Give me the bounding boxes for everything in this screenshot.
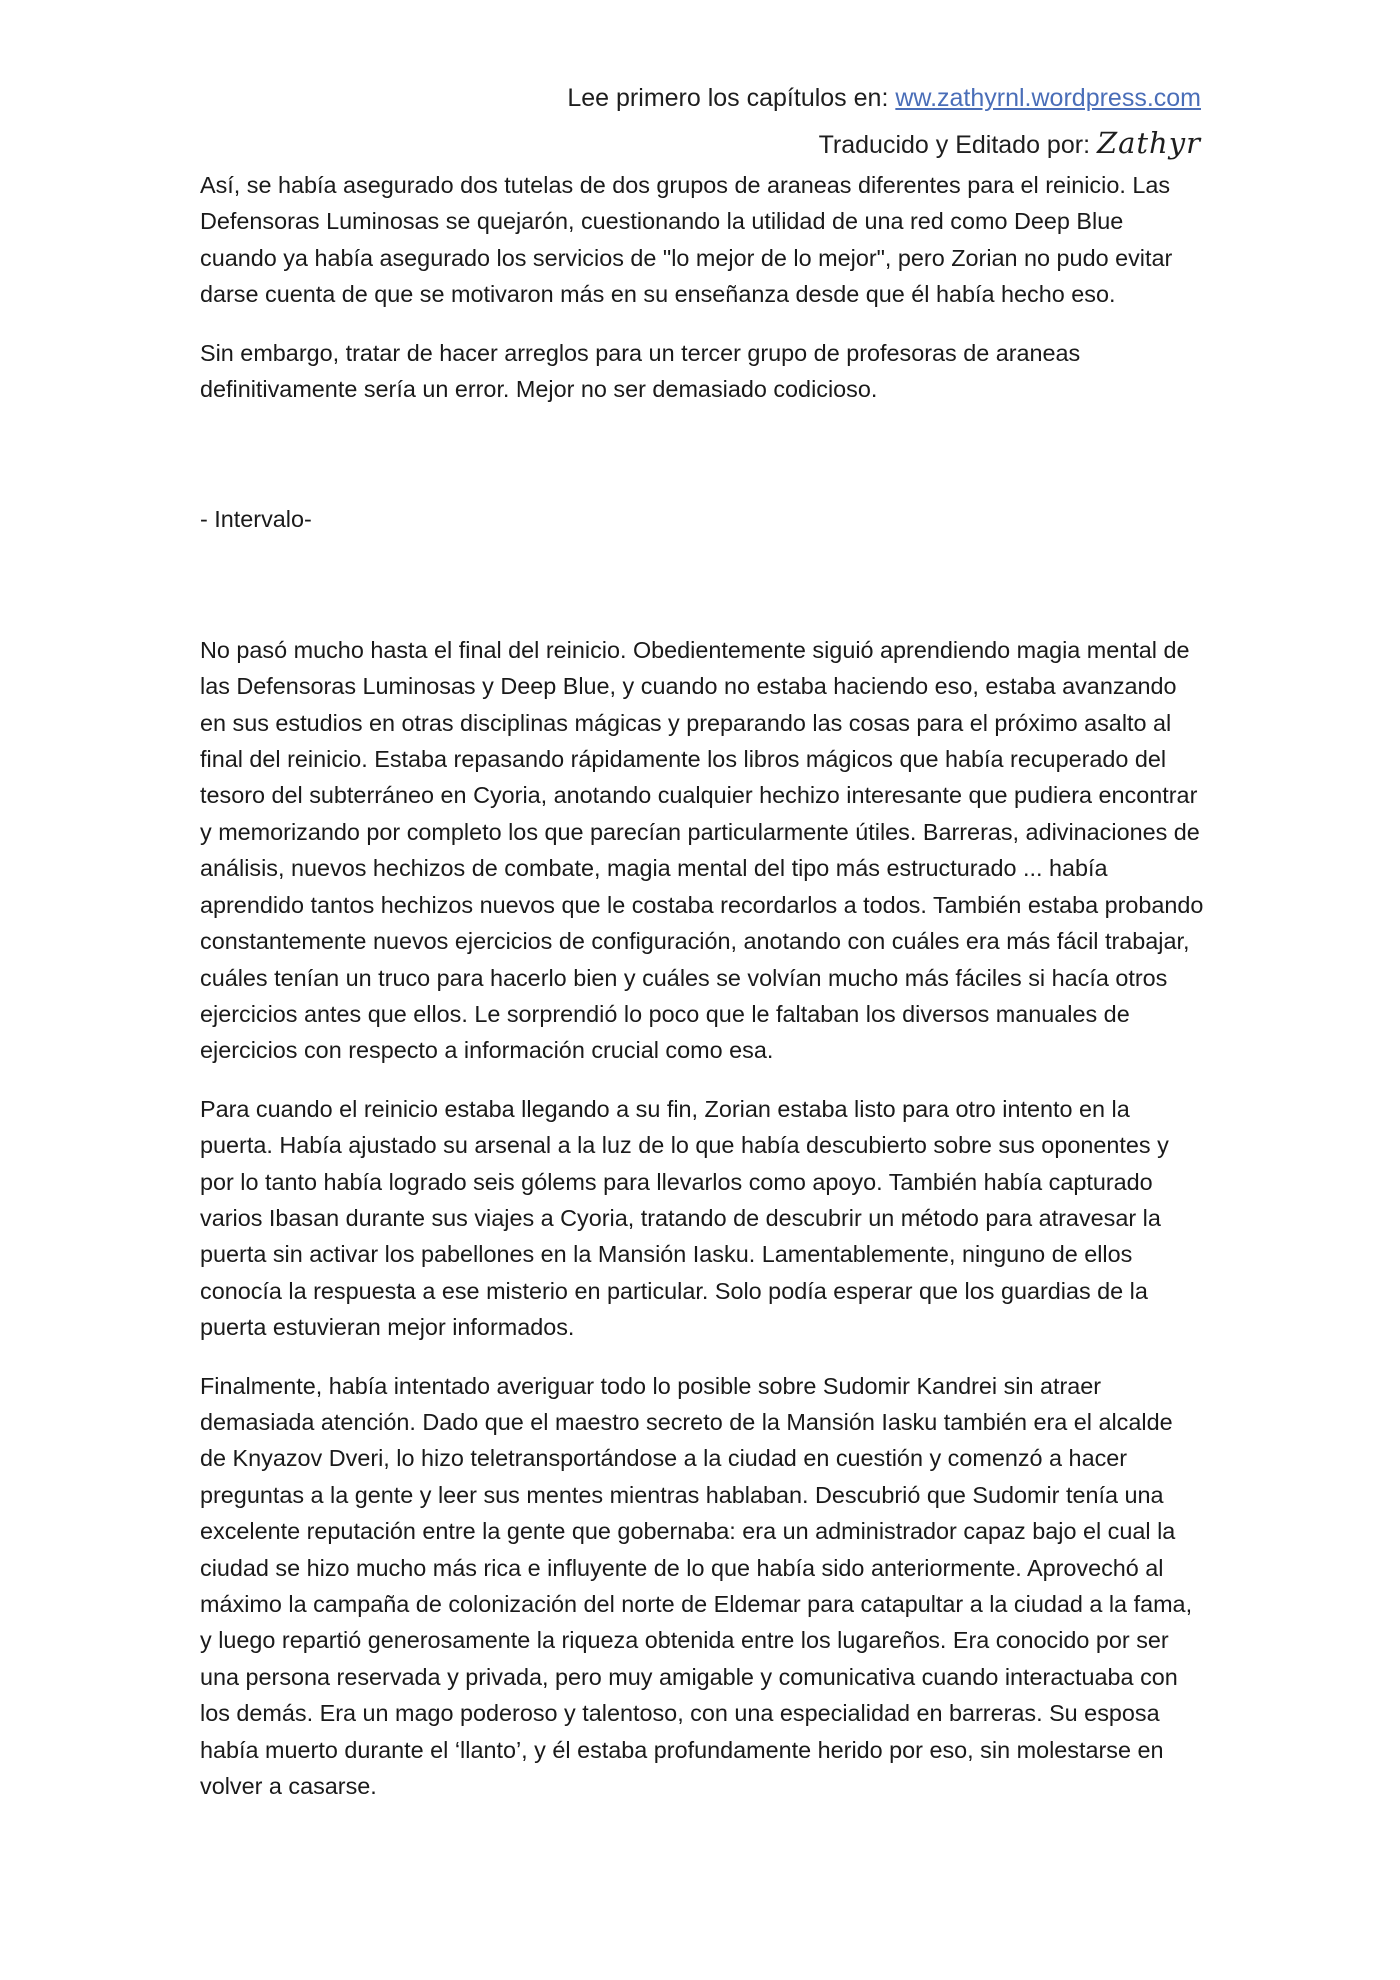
paragraph: Para cuando el reinicio estaba llegando a su fin, Zorian estaba listo para otro intento en la puerta. Había ajustado su arsenal a la luz de lo que había descubierto sobre sus oponentes y por lo tanto había logrado seis gólems para llevarlos como apoyo. También había capturado varios Ibasan durante sus viajes a Cyoria, tratando de descubrir un método para atravesar la puerta sin activar los pabellones en la Mansión Iasku. Lamentablemente, ninguno de ellos conocía la respuesta a ese misterio en particular. Solo podía esperar que los guardias de la puerta estuvieran mejor informados. [200, 1095, 1169, 1341]
header-read-first-label: Lee primero los capítulos en: [567, 84, 889, 112]
paragraph: Sin embargo, tratar de hacer arreglos para un tercer grupo de profesoras de araneas definitivamente sería un error. Mejor no ser demasiado codicioso. [200, 339, 1081, 403]
translator-signature: Zathyr [1096, 126, 1201, 160]
header-credits [819, 126, 1201, 160]
header-credits-label: Traducido y Editado por: [818, 131, 1091, 159]
header-read-first [567, 84, 1201, 113]
section-divider: - Intervalo- [200, 506, 312, 533]
paragraph: No pasó mucho hasta el final del reinicio. Obedientemente siguió aprendiendo magia mental de las Defensoras Luminosas y Deep Blue, y cuando no estaba haciendo eso, estaba avanzando en sus estudios en otras disciplinas mágicas y preparando las cosas para el próximo asalto al final del reinicio. Estaba repasando rápidamente los libros mágicos que había recuperado del tesoro del subterráneo en Cyoria, anotando cualquier hechizo interesante que pudiera encontrar y memorizando por completo los que parecían particularmente útiles. Barreras, adivinaciones de análisis, nuevos hechizos de combate, magia mental del tipo más estructurado ... había aprendido tantos hechizos nuevos que le costaba recordarlos a todos. También estaba probando constantemente nuevos ejercicios de configuración, anotando con cuáles era más fácil trabajar, cuáles tenían un truco para hacerlo bien y cuáles se volvían mucho más fáciles si hacía otros ejercicios antes que ellos. Le sorprendió lo poco que le faltaban los diversos manuales de ejercicios con respecto a información crucial como esa. [200, 636, 1204, 1064]
chapter-body [200, 167, 1204, 1826]
paragraph: Así, se había asegurado dos tutelas de dos grupos de araneas diferentes para el reinicio. Las Defensoras Luminosas se quejarón, cuestionando la utilidad de una red como Deep Blue cuando ya había asegurado los servicios de "lo mejor de lo mejor", pero Zorian no pudo evitar darse cuenta de que se motivaron más en su enseñanza desde que él había hecho eso. [200, 172, 1173, 308]
wordpress-link[interactable]: ww.zathyrnl.wordpress.com [895, 84, 1201, 112]
paragraph: Finalmente, había intentado averiguar todo lo posible sobre Sudomir Kandrei sin atraer demasiada atención. Dado que el maestro secreto de la Mansión Iasku también era el alcalde de Knyazov Dveri, lo hizo teletransportándose a la ciudad en cuestión y comenzó a hacer preguntas a la gente y leer sus mentes mientras hablaban. Descubrió que Sudomir tenía una excelente reputación entre la gente que gobernaba: era un administrador capaz bajo el cual la ciudad se hizo mucho más rica e influyente de lo que había sido anteriormente. Aprovechó al máximo la campaña de colonización del norte de Eldemar para catapultar a la ciudad a la fama, y luego repartió generosamente la riqueza obtenida entre los lugareños. Era conocido por ser una persona reservada y privada, pero muy amigable y comunicativa cuando interactuaba con los demás. Era un mago poderoso y talentoso, con una especialidad en barreras. Su esposa había muerto durante el ‘llanto’, y él estaba profundamente herido por eso, sin molestarse en volver a casarse. [200, 1372, 1193, 1800]
